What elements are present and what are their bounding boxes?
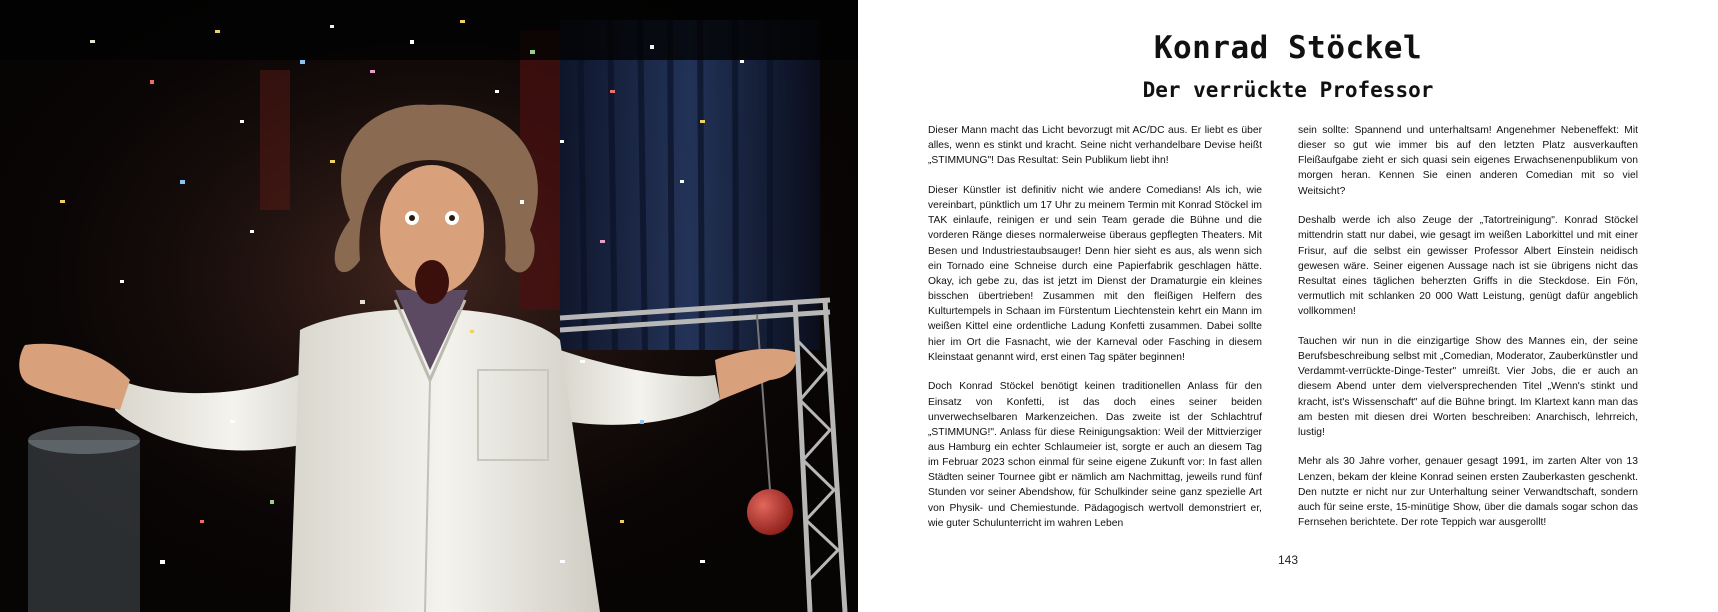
paragraph: sein sollte: Spannend und unterhaltsam! Angenehmer Nebeneffekt: Mit dieser so gut wie immer bis auf den letzten Platz ausverkauften Fleißaufgabe zieht er sich quasi sein eigenes Erwachsenenpublikum von morgen heran. Kennen Sie einen anderen Comedian mit so viel Weitsicht? — [1298, 125, 1638, 197]
text-column-left — [928, 123, 1262, 545]
paragraph: Deshalb werde ich also Zeuge der „Tatortreinigung". Konrad Stöckel mittendrin statt nur dabei, wie gesagt im weißen Laborkittel und mit einer Frisur, auf die selbst ein gewisser Professor Albert Einstein neidisch gewesen wäre. Seiner eigenen Aussage nach ist sie übrigens nicht das Resultat eines täglichen beherzten Griffs in die Steckdose. Ein Fön, vermutlich mit schlanken 20 000 Watt Leistung, genügt dafür angeblich vollkommen! — [1298, 215, 1638, 318]
paragraph: Doch Konrad Stöckel benötigt keinen traditionellen Anlass für den Einsatz von Konfetti, ist das doch eines seiner beiden unverwechselbaren Markenzeichen. Das zweite ist der Schlachtruf „STIMMUNG!". Anlass für diese Reinigungsaktion: Weil der Mittvierziger aus Hamburg ein echter Schlaumeier ist, sorgte er auch an diesem Tag im Februar 2023 schon einmal für seine eigene Zukunft vor: In fast allen Städten seiner Tournee gibt er nämlich am Nachmittag, jeweils rund fünf Stunden vor seiner Abendshow, für Schulkinder seine ganz spezielle Art von Physik- und Chemiestunde. Pädagogisch wertvoll demonstriert er, wie guter Schulunterricht im wahren Leben — [928, 381, 1262, 529]
page-number: 143 — [1277, 553, 1299, 567]
paragraph: Dieser Künstler ist definitiv nicht wie andere Comedians! Als ich, wie vereinbart, pünktlich um 17 Uhr zu meinem Termin mit Konrad Stöckel im TAK einlaufe, reinigen er und sein Team gerade die Bühne und die vorderen Ränge dieses normalerweise überaus gepflegten Theaters. Mit Besen und Industriestaubsauger! Denn hier sieht es aus, als wenn sich ein Tornado eine Schneise durch eine Papierfabrik geschlagen hätte. Okay, ich gebe zu, das ist jetzt im Dienst der Dramaturgie ein kleines bisschen übertrieben! Zusammen mit den fleißigen Helfern des Kulturtempels in Schaan im Fürstentum Liechtenstein kehrt ein Mann im weißen Kittel eine ordentliche Ladung Konfetti zusammen. Dabei sollte hier im Ort die Fasnacht, wie der Karneval oder Fasching in diesem Kleinstaat genannt wird, erst einen Tag später beginnen! — [928, 184, 1262, 363]
paragraph: Dieser Mann macht das Licht bevorzugt mit AC/DC aus. Er liebt es über alles, wenn es stinkt und kracht. Seine nicht verhandelbare Devise heißt „STIMMUNG"! Das Resultat: Sein Publikum liebt ihn! — [928, 125, 1262, 167]
text-column-right — [1298, 123, 1638, 545]
performer-photo — [0, 0, 858, 612]
article-page — [858, 0, 1718, 612]
paragraph: Mehr als 30 Jahre vorher, genauer gesagt 1991, im zarten Alter von 13 Lenzen, bekam der kleine Konrad seinen ersten Zauberkasten geschenkt. Den nutzte er nicht nur zur Unterhaltung seiner Verwandtschaft, sondern auch für seine erste, 15-minütige Show, über die damals sogar schon das Fernsehen berichtete. Der rote Teppich war ausgerollt! — [1298, 456, 1638, 529]
article-title: Konrad Stöckel — [1153, 30, 1423, 66]
photo-illustration — [0, 0, 858, 612]
article-subtitle: Der verrückte Professor — [1142, 78, 1434, 102]
blue-curtain — [560, 20, 820, 350]
paragraph: Tauchen wir nun in die einzigartige Show des Mannes ein, der seine Berufsbeschreibung selbst mit „Comedian, Moderator, Zauberkünstler und Verdammt-verrückte-Dinge-Tester" umreißt. Vier Jobs, die er auch an diesem Abend unter dem vielversprechenden Titel „Wenn's stinkt und kracht, ist's Wissenschaft" auf die Bühne bringt. Im Klartext kann man das am besten mit diesen drei Worten beschreiben: Anarchisch, lehrreich, lustig! — [1298, 335, 1638, 438]
glass-cylinder — [28, 426, 140, 612]
